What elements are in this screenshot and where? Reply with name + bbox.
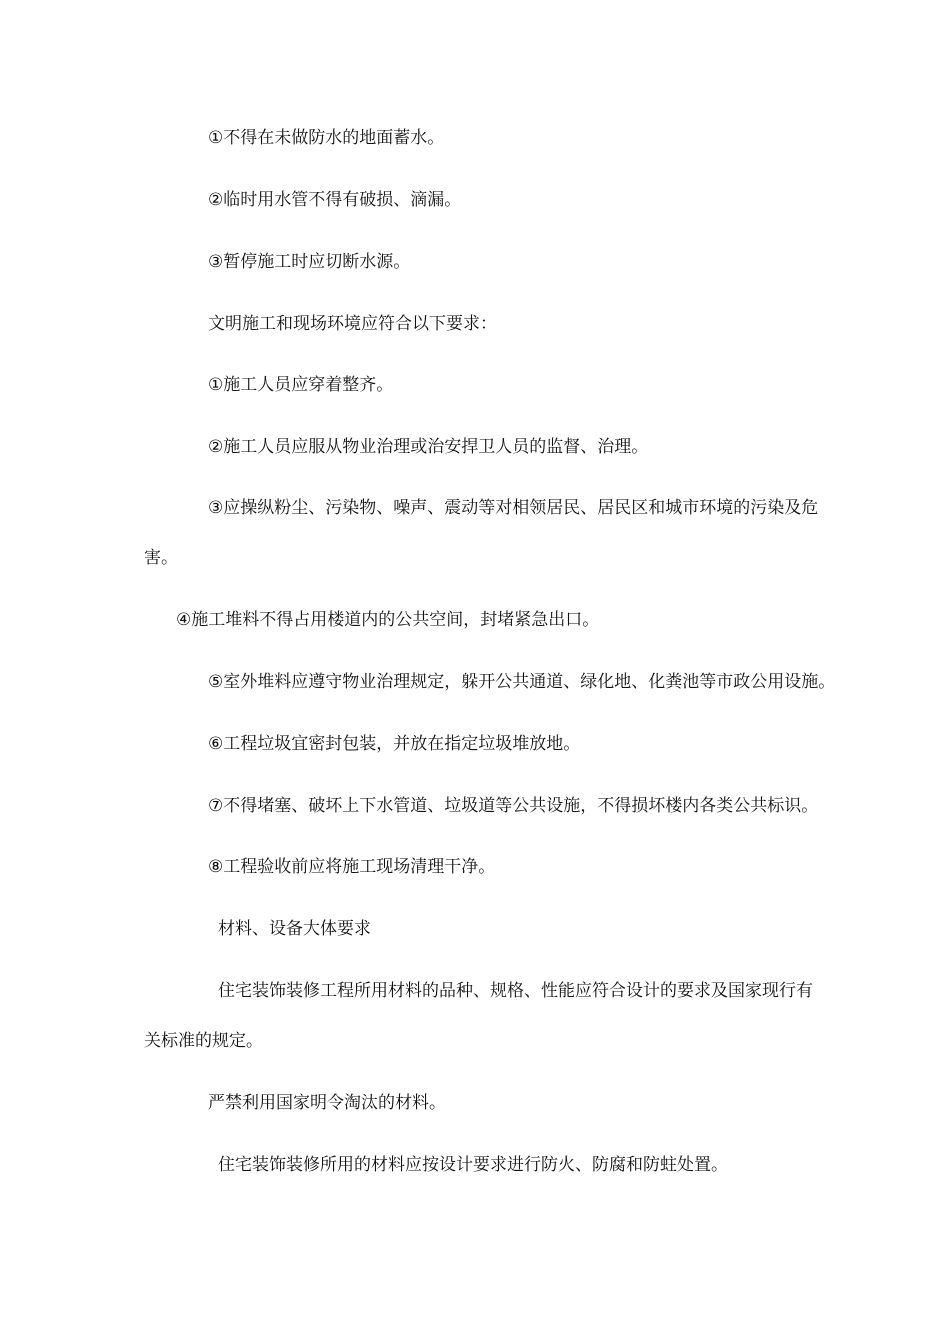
text-line: 文明施工和现场环境应符合以下要求： — [208, 314, 497, 334]
text-line: ③暂停施工时应切断水源。 — [208, 252, 411, 272]
text-line: ①不得在未做防水的地面蓄水。 — [208, 128, 445, 148]
text-line: ①施工人员应穿着整齐。 — [208, 375, 394, 395]
text-line: ⑧工程验收前应将施工现场清理干净。 — [208, 857, 496, 877]
text-line: ②施工人员应服从物业治理或治安捍卫人员的监督、治理。 — [208, 437, 649, 457]
text-line: 严禁利用国家明令淘汰的材料。 — [208, 1093, 446, 1113]
text-line: ⑤室外堆料应遵守物业治理规定，躲开公共通道、绿化地、化粪池等市政公用设施。 — [208, 672, 836, 692]
text-line: 关标准的规定。 — [144, 1031, 263, 1051]
section-heading: 材料、设备大体要求 — [218, 919, 371, 939]
text-line: ④施工堆料不得占用楼道内的公共空间，封堵紧急出口。 — [176, 610, 600, 630]
text-line: ②临时用水管不得有破损、滴漏。 — [208, 190, 462, 210]
text-line: ③应操纵粉尘、污染物、噪声、震动等对相领居民、居民区和城市环境的污染及危 — [208, 498, 819, 518]
text-line: 害。 — [144, 548, 178, 568]
text-line: 住宅装饰装修所用的材料应按设计要求进行防火、防腐和防蛀处置。 — [218, 1155, 728, 1175]
text-line: ⑦不得堵塞、破坏上下水管道、垃圾道等公共设施，不得损坏楼内各类公共标识。 — [208, 796, 819, 816]
text-line: ⑥工程垃圾宜密封包装，并放在指定垃圾堆放地。 — [208, 734, 581, 754]
text-line: 住宅装饰装修工程所用材料的品种、规格、性能应符合设计的要求及国家现行有 — [218, 981, 813, 1001]
